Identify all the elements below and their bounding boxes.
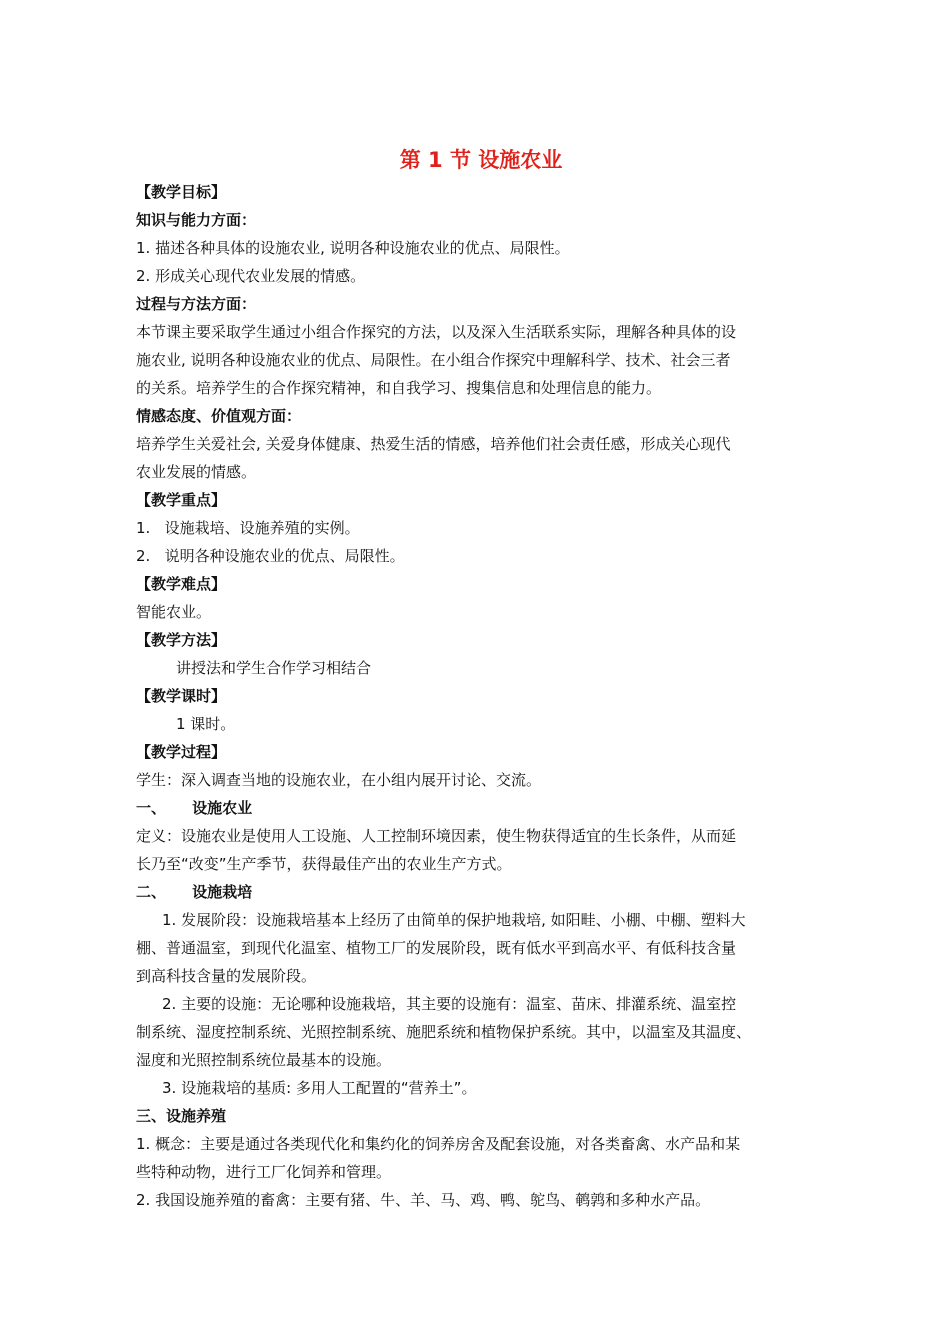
section-two-para3: 3. 设施栽培的基质: 多用人工配置的“营养土”。 bbox=[162, 1079, 477, 1097]
section-two-heading: 二、 设施栽培 bbox=[136, 883, 253, 901]
key-point-item: 2. 说明各种设施农业的优点、局限性。 bbox=[136, 547, 405, 565]
knowledge-item: 1. 描述各种具体的设施农业, 说明各种设施农业的优点、局限性。 bbox=[136, 239, 570, 257]
key-points-heading: 【教学重点】 bbox=[136, 491, 227, 509]
process-method-line: 的关系。培养学生的合作探究精神，和自我学习、搜集信息和处理信息的能力。 bbox=[136, 379, 662, 397]
section-two-para1-line: 到高科技含量的发展阶段。 bbox=[136, 967, 317, 985]
section-one-line: 长乃至“改变”生产季节，获得最佳产出的农业生产方式。 bbox=[136, 855, 512, 873]
document-page bbox=[136, 145, 826, 1214]
process-method-line: 施农业, 说明各种设施农业的优点、局限性。在小组合作探究中理解科学、技术、社会三者 bbox=[136, 351, 731, 369]
section-three-heading: 三、设施养殖 bbox=[136, 1107, 227, 1125]
section-three-para2: 2. 我国设施养殖的畜禽：主要有猪、牛、羊、马、鸡、鸭、鸵鸟、鹌鹑和多种水产品。 bbox=[136, 1191, 711, 1209]
hours-text: 1 课时。 bbox=[176, 715, 236, 733]
process-method-line: 本节课主要采取学生通过小组合作探究的方法，以及深入生活联系实际，理解各种具体的设 bbox=[136, 323, 737, 341]
section-three-para1-line: 1. 概念：主要是通过各类现代化和集约化的饲养房舍及配套设施，对各类畜禽、水产品和某 bbox=[136, 1135, 741, 1153]
section-two-para2-line: 制系统、湿度控制系统、光照控制系统、施肥系统和植物保护系统。其中，以温室及其温度、 bbox=[136, 1023, 752, 1041]
page-title: 第 1 节 设施农业 bbox=[399, 148, 563, 172]
objectives-heading: 【教学目标】 bbox=[136, 183, 227, 201]
knowledge-item: 2. 形成关心现代农业发展的情感。 bbox=[136, 267, 366, 285]
section-two-para1-line: 棚、普通温室，到现代化温室、植物工厂的发展阶段，既有低水平到高水平、有低科技含量 bbox=[136, 939, 737, 957]
key-point-item: 1. 设施栽培、设施养殖的实例。 bbox=[136, 519, 360, 537]
attitude-line: 农业发展的情感。 bbox=[136, 463, 257, 481]
section-two-para2-line: 2. 主要的设施：无论哪种设施栽培，其主要的设施有：温室、苗床、排灌系统、温室控 bbox=[162, 995, 737, 1013]
attitude-heading: 情感态度、价值观方面： bbox=[136, 407, 302, 425]
section-two-para2-line: 湿度和光照控制系统位最基本的设施。 bbox=[136, 1051, 392, 1069]
hours-heading: 【教学课时】 bbox=[136, 687, 227, 705]
section-one-line: 定义：设施农业是使用人工设施、人工控制环境因素，使生物获得适宜的生长条件，从而延 bbox=[136, 827, 737, 845]
difficulty-text: 智能农业。 bbox=[136, 603, 212, 621]
method-heading: 【教学方法】 bbox=[136, 631, 227, 649]
process-method-heading: 过程与方法方面： bbox=[136, 295, 257, 313]
section-one-heading: 一、 设施农业 bbox=[136, 799, 253, 817]
section-three-para1-line: 些特种动物，进行工厂化饲养和管理。 bbox=[136, 1163, 392, 1181]
section-two-para1-line: 1. 发展阶段：设施栽培基本上经历了由简单的保护地栽培, 如阳畦、小棚、中棚、塑料大 bbox=[162, 911, 746, 929]
attitude-line: 培养学生关爱社会, 关爱身体健康、热爱生活的情感，培养他们社会责任感，形成关心现代 bbox=[136, 435, 731, 453]
process-intro: 学生：深入调查当地的设施农业，在小组内展开讨论、交流。 bbox=[136, 771, 542, 789]
difficulty-heading: 【教学难点】 bbox=[136, 575, 227, 593]
method-text: 讲授法和学生合作学习相结合 bbox=[176, 659, 372, 677]
teaching-process-heading: 【教学过程】 bbox=[136, 743, 227, 761]
knowledge-heading: 知识与能力方面： bbox=[136, 211, 257, 229]
